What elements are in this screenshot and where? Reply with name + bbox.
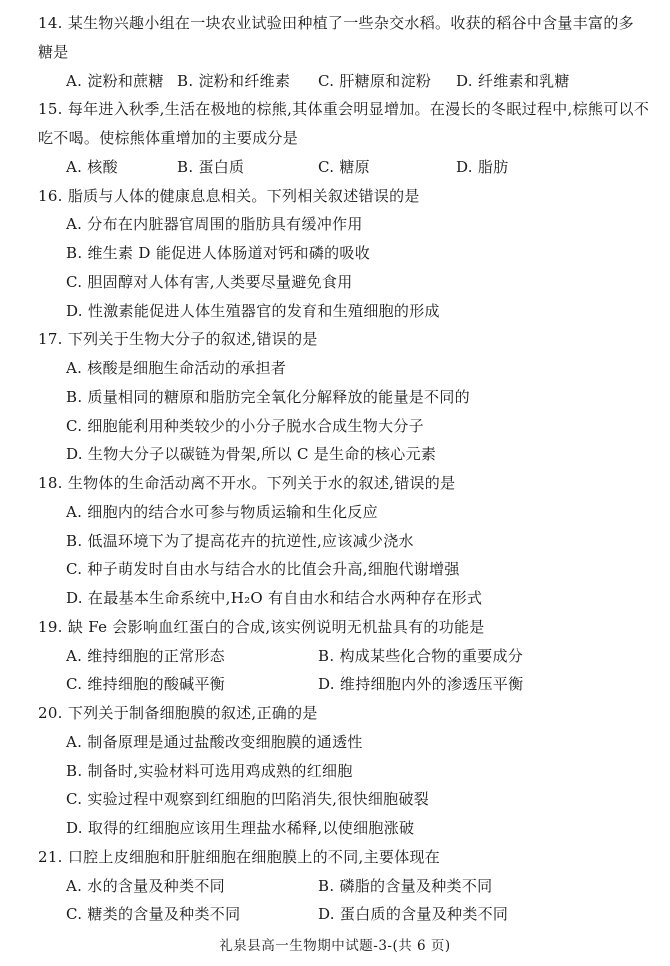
- question-21-options-row-1: [66, 875, 656, 897]
- question-20-option-b: B. 制备时,实验材料可选用鸡成熟的红细胞: [66, 762, 353, 780]
- question-19-option-a: A. 维持细胞的正常形态: [66, 647, 225, 665]
- question-19-options-row-2: [66, 673, 656, 695]
- question-14-options: [66, 70, 656, 92]
- question-14-option-c: C. 肝糖原和淀粉: [318, 72, 432, 90]
- question-20-option-a: A. 制备原理是通过盐酸改变细胞膜的通透性: [66, 733, 363, 751]
- question-15-option-b: B. 蛋白质: [177, 158, 245, 176]
- question-15-stem-line-2: 吃不喝。使棕熊体重增加的主要成分是: [38, 129, 299, 147]
- question-21-options-row-2: [66, 903, 656, 925]
- question-21-option-c: C. 糖类的含量及种类不同: [66, 905, 241, 923]
- question-15-option-d: D. 脂肪: [456, 158, 509, 176]
- question-18-option-d: D. 在最基本生命系统中,H₂O 有自由水和结合水两种存在形式: [66, 589, 483, 607]
- question-19-option-b: B. 构成某些化合物的重要成分: [318, 647, 524, 665]
- question-14-stem-line-2: 糖是: [38, 43, 69, 61]
- question-17-stem: 17. 下列关于生物大分子的叙述,错误的是: [38, 330, 318, 348]
- question-15-stem-line-1: 15. 每年进入秋季,生活在极地的棕熊,其体重会明显增加。在漫长的冬眠过程中,棕熊可以不: [38, 100, 650, 118]
- page-footer: 礼泉县高一生物期中试题-3-(共 6 页): [219, 938, 451, 954]
- question-17-option-d: D. 生物大分子以碳链为骨架,所以 C 是生命的核心元素: [66, 445, 437, 463]
- question-21-option-a: A. 水的含量及种类不同: [66, 877, 225, 895]
- question-14-option-b: B. 淀粉和纤维素: [177, 72, 291, 90]
- question-20-option-c: C. 实验过程中观察到红细胞的凹陷消失,很快细胞破裂: [66, 790, 430, 808]
- question-18-option-c: C. 种子萌发时自由水与结合水的比值会升高,细胞代谢增强: [66, 560, 460, 578]
- question-19-option-d: D. 维持细胞内外的渗透压平衡: [318, 675, 524, 693]
- question-21-option-d: D. 蛋白质的含量及种类不同: [318, 905, 509, 923]
- question-15-option-c: C. 糖原: [318, 158, 370, 176]
- question-18-option-b: B. 低温环境下为了提高花卉的抗逆性,应该减少浇水: [66, 532, 414, 550]
- question-18-stem: 18. 生物体的生命活动离不开水。下列关于水的叙述,错误的是: [38, 474, 456, 492]
- question-19-stem: 19. 缺 Fe 会影响血红蛋白的合成,该实例说明无机盐具有的功能是: [38, 618, 485, 636]
- question-16-stem: 16. 脂质与人体的健康息息相关。下列相关叙述错误的是: [38, 187, 420, 205]
- question-19-option-c: C. 维持细胞的酸碱平衡: [66, 675, 226, 693]
- question-19-options-row-1: [66, 645, 656, 667]
- question-16-option-a: A. 分布在内脏器官周围的脂肪具有缓冲作用: [66, 215, 363, 233]
- question-14-stem-line-1: 14. 某生物兴趣小组在一块农业试验田种植了一些杂交水稻。收获的稻谷中含量丰富的多: [38, 14, 634, 32]
- question-17-option-c: C. 细胞能利用种类较少的小分子脱水合成生物大分子: [66, 417, 424, 435]
- question-17-option-a: A. 核酸是细胞生命活动的承担者: [66, 359, 287, 377]
- question-20-stem: 20. 下列关于制备细胞膜的叙述,正确的是: [38, 704, 318, 722]
- question-15-options: [66, 156, 656, 178]
- question-17-option-b: B. 质量相同的糖原和脂肪完全氧化分解释放的能量是不同的: [66, 388, 470, 406]
- question-15-option-a: A. 核酸: [66, 158, 118, 176]
- question-20-option-d: D. 取得的红细胞应该用生理盐水稀释,以使细胞涨破: [66, 819, 415, 837]
- question-14-option-a: A. 淀粉和蔗糖: [66, 72, 164, 90]
- question-18-option-a: A. 细胞内的结合水可参与物质运输和生化反应: [66, 503, 378, 521]
- question-16-option-d: D. 性激素能促进人体生殖器官的发育和生殖细胞的形成: [66, 302, 440, 320]
- question-14-option-d: D. 纤维素和乳糖: [456, 72, 570, 90]
- question-21-option-b: B. 磷脂的含量及种类不同: [318, 877, 493, 895]
- question-21-stem: 21. 口腔上皮细胞和肝脏细胞在细胞膜上的不同,主要体现在: [38, 848, 441, 866]
- question-16-option-c: C. 胆固醇对人体有害,人类要尽量避免食用: [66, 273, 353, 291]
- question-16-option-b: B. 维生素 D 能促进人体肠道对钙和磷的吸收: [66, 244, 371, 262]
